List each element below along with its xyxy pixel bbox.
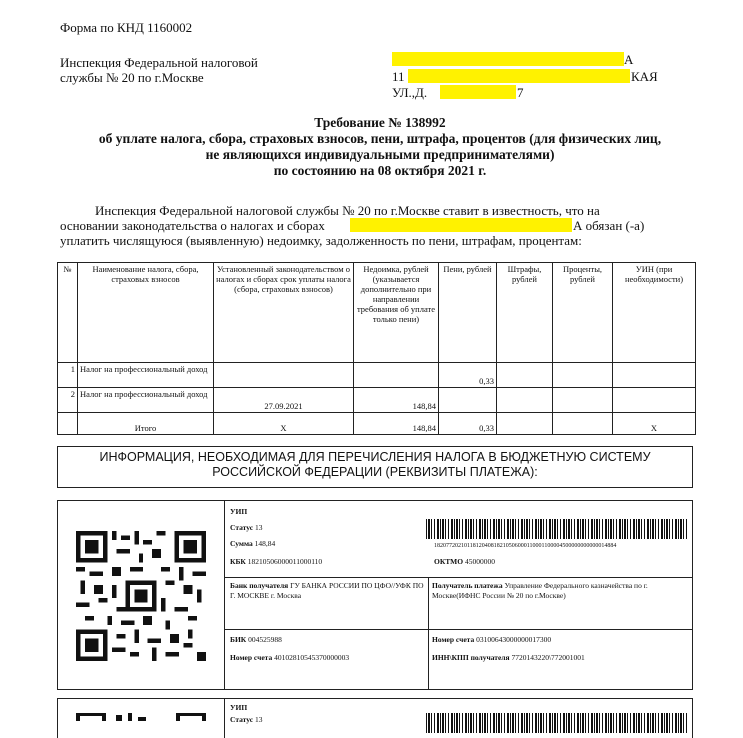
row-interest — [553, 388, 613, 413]
bank-value: ГУ БАНКА РОССИИ ПО ЦФО//УФК ПО Г. МОСКВЕ г. Москва — [230, 581, 424, 600]
total-arrears: 148,84 — [354, 413, 439, 435]
payment-info-line-1: ИНФОРМАЦИЯ, НЕОБХОДИМАЯ ДЛЯ ПЕРЕЧИСЛЕНИЯ НАЛОГА В БЮДЖЕТНУЮ СИСТЕМУ — [99, 450, 651, 464]
oktmo-row — [434, 557, 495, 567]
divider — [224, 577, 692, 578]
intro-line-3: уплатить числящуюся (выявленную) недоимку, задолженность по пени, штрафам, процентам: — [60, 233, 582, 248]
account2-row — [432, 635, 551, 645]
status-value: 13 — [254, 523, 263, 532]
addressee-line-3-prefix: УЛ.,Д. — [392, 85, 428, 100]
row-due-date — [214, 363, 354, 388]
row-due-date: 27.09.2021 — [214, 388, 354, 413]
inspection-line-1: Инспекция Федеральной налоговой — [60, 55, 258, 70]
barcode-icon — [426, 519, 688, 539]
total-due-date: X — [214, 413, 354, 435]
row-fines — [497, 388, 553, 413]
bank-row — [230, 581, 424, 601]
total-number — [58, 413, 78, 435]
addressee-line-1-suffix: А — [624, 52, 634, 67]
col-header-fines: Штрафы, рублей — [497, 263, 553, 363]
qr-cell — [58, 699, 225, 738]
account-label: Номер счета — [230, 653, 273, 662]
kbk-value: 18210506000011000110 — [247, 557, 323, 566]
row-interest — [553, 363, 613, 388]
uip-label: УИП — [230, 703, 248, 712]
table-total-row — [58, 413, 696, 435]
qr-cell — [58, 501, 225, 689]
title-line-1: Требование № 138992 — [314, 115, 446, 130]
bik-label: БИК — [230, 635, 247, 644]
total-label: Итого — [78, 413, 214, 435]
table-row — [58, 388, 696, 413]
total-uin: X — [613, 413, 696, 435]
inn-kpp-label: ИНН\КПП получателя — [432, 653, 510, 662]
recipient-row — [432, 581, 690, 601]
row-penalty: 0,33 — [439, 363, 497, 388]
intro-line-1: Инспекция Федеральной налоговой службы № 20 по г.Москве ставит в известность, что на — [95, 203, 600, 218]
addressee-line-2-prefix: 11 — [392, 69, 405, 84]
row-fines — [497, 363, 553, 388]
sum-row — [230, 539, 275, 549]
row-number: 1 — [58, 363, 78, 388]
bank-label: Банк получателя — [230, 581, 289, 590]
barcode-text: 1820772021011812040818210506000110001100004500000000000014884 — [434, 543, 617, 549]
row-number: 2 — [58, 388, 78, 413]
col-header-due-date: Установленный законодательством о налогах и сборах срок уплаты налога (сбора, страховых взносов) — [214, 263, 354, 363]
row-arrears: 148,84 — [354, 388, 439, 413]
addressee-line-3-suffix: 7 — [517, 85, 524, 100]
account2-label: Номер счета — [432, 635, 475, 644]
qr-code-icon — [76, 713, 206, 725]
col-header-tax-name: Наименование налога, сбора, страховых взносов — [78, 263, 214, 363]
redaction-highlight — [350, 218, 572, 232]
row-tax-name: Налог на профессиональный доход — [78, 363, 214, 388]
payment-requisites-block — [57, 500, 693, 690]
intro-line-2-prefix: основании законодательства о налогах и сборах — [60, 218, 325, 233]
intro-line-2-suffix: А обязан (-а) — [573, 218, 645, 233]
total-fines — [497, 413, 553, 435]
status-value: 13 — [254, 715, 263, 724]
tax-table — [57, 262, 696, 435]
addressee-line-2-suffix: КАЯ — [631, 69, 658, 84]
row-arrears — [354, 363, 439, 388]
sum-label: Сумма — [230, 539, 253, 548]
table-row — [58, 363, 696, 388]
title-line-3: не являющихся индивидуальными предпринимателями) — [205, 147, 555, 162]
kbk-label: КБК — [230, 557, 246, 566]
bik-row — [230, 635, 282, 645]
oktmo-label: ОКТМО — [434, 557, 464, 566]
divider — [224, 629, 692, 630]
bik-value: 004525988 — [248, 635, 282, 644]
uip-label: УИП — [230, 507, 248, 516]
uip-row — [230, 507, 247, 517]
qr-code-icon — [76, 531, 206, 661]
account-row — [230, 653, 349, 663]
col-header-interest: Проценты, рублей — [553, 263, 613, 363]
account2-value: 03100643000000017300 — [476, 635, 552, 644]
oktmo-value: 45000000 — [464, 557, 495, 566]
payment-info-heading — [57, 446, 693, 488]
recipient-value: Управление Федерального казначейства по г. Москве(ИФНС России № 20 по г.Москве) — [432, 581, 648, 600]
redaction-highlight — [440, 85, 516, 99]
status-row — [230, 523, 262, 533]
col-header-penalty: Пени, рублей — [439, 263, 497, 363]
form-code: Форма по КНД 1160002 — [60, 20, 193, 35]
row-uin — [613, 388, 696, 413]
recipient-label: Получатель платежа — [432, 581, 503, 590]
account-value: 40102810545370000003 — [274, 653, 350, 662]
total-interest — [553, 413, 613, 435]
status-label: Статус — [230, 715, 254, 724]
payment-requisites-block-2 — [57, 698, 693, 738]
payment-info-line-2: РОССИЙСКОЙ ФЕДЕРАЦИИ (РЕКВИЗИТЫ ПЛАТЕЖА): — [212, 465, 538, 479]
status-row-2 — [230, 715, 262, 725]
table-header-row — [58, 263, 696, 363]
uip-row-2 — [230, 703, 247, 713]
barcode-icon — [426, 713, 688, 733]
col-header-number: № — [58, 263, 78, 363]
status-label: Статус — [230, 523, 254, 532]
inspection-line-2: службы № 20 по г.Москве — [60, 70, 204, 85]
divider — [428, 577, 429, 689]
row-penalty — [439, 388, 497, 413]
kbk-row — [230, 557, 322, 567]
sum-value: 148,84 — [254, 539, 276, 548]
col-header-uin: УИН (при необходимости) — [613, 263, 696, 363]
redaction-highlight — [408, 69, 630, 83]
inn-kpp-value: 7720143220\772001001 — [511, 653, 585, 662]
title-line-4: по состоянию на 08 октября 2021 г. — [273, 163, 487, 178]
row-tax-name: Налог на профессиональный доход — [78, 388, 214, 413]
title-line-2: об уплате налога, сбора, страховых взносов, пени, штрафа, процентов (для физических лиц, — [98, 131, 662, 146]
row-uin — [613, 363, 696, 388]
col-header-arrears: Недоимка, рублей (указывается дополнительно при направлении требования об уплате только пени) — [354, 263, 439, 363]
inn-kpp-row — [432, 653, 585, 663]
redaction-highlight — [392, 52, 624, 66]
total-penalty: 0,33 — [439, 413, 497, 435]
